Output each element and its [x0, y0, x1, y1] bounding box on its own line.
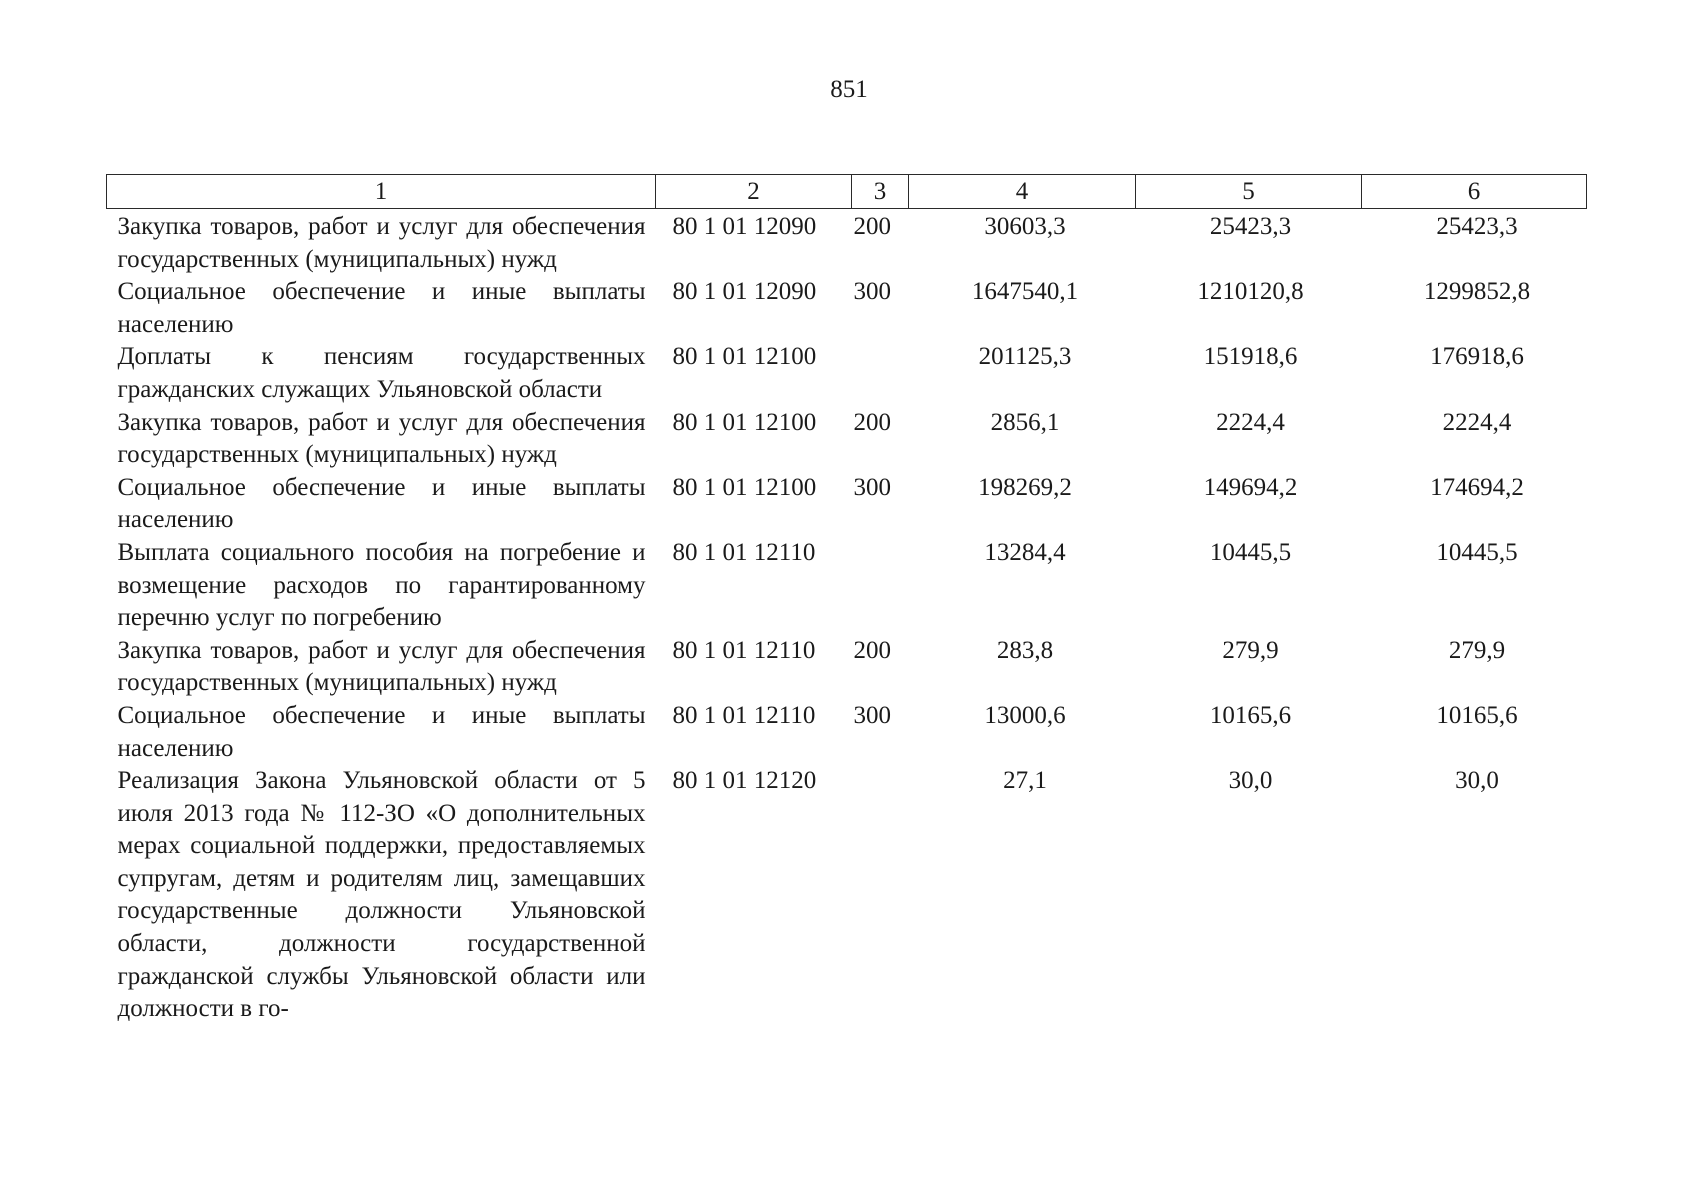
- row-value-4: 13284,4: [984, 538, 1066, 566]
- row-value-5: 10165,6: [1209, 701, 1292, 729]
- row-value-5: 151918,6: [1203, 343, 1298, 371]
- row-value-6: 25423,3: [1436, 213, 1518, 240]
- table-body: [107, 209, 1587, 1026]
- row-value-6: 176918,6: [1430, 343, 1524, 371]
- header-col-5: 5: [1136, 175, 1362, 209]
- table-row: [107, 765, 1587, 1026]
- budget-table: [106, 174, 1587, 1026]
- row-value-6: 279,9: [1448, 636, 1506, 664]
- header-row: [107, 175, 1587, 209]
- row-value-4: 201125,3: [978, 343, 1072, 371]
- row-type: [852, 537, 909, 635]
- row-code: 80 1 01 12090: [672, 278, 817, 306]
- row-type: 300: [853, 278, 891, 306]
- header-col-3: 3: [852, 175, 909, 209]
- table-row: [107, 635, 1587, 700]
- row-code: 80 1 01 12110: [672, 538, 816, 566]
- table-row: [107, 341, 1587, 406]
- row-name: Закупка товаров, работ и услуг для обеспечения государственных (муниципальных) нужд: [117, 636, 646, 697]
- row-code: 80 1 01 12100: [672, 343, 817, 371]
- header-col-4: 4: [909, 175, 1136, 209]
- page-number: 851: [830, 76, 868, 103]
- row-value-5: 279,9: [1222, 636, 1279, 664]
- row-name: Закупка товаров, работ и услуг для обеспечения государственных (муниципальных) нужд: [117, 408, 646, 469]
- row-code: 80 1 01 12090: [672, 213, 817, 240]
- row-value-6: 174694,2: [1430, 473, 1524, 501]
- table-row: [107, 209, 1587, 277]
- row-code: 80 1 01 12120: [672, 767, 817, 795]
- row-name: Социальное обеспечение и иные выплаты населению: [117, 473, 646, 534]
- row-code: 80 1 01 12100: [672, 473, 817, 501]
- table-row: [107, 407, 1587, 472]
- row-name: Социальное обеспечение и иные выплаты населению: [117, 701, 646, 762]
- row-value-4: 2856,1: [990, 408, 1060, 436]
- row-name: Выплата социального пособия на погребение и возмещение расходов по гарантированному перечню услуг по погребению: [117, 538, 646, 632]
- row-type: 300: [853, 701, 891, 729]
- row-name: Доплаты к пенсиям государственных гражданских служащих Ульяновской области: [117, 343, 646, 403]
- table-row: [107, 537, 1587, 635]
- row-value-6: 30,0: [1455, 767, 1499, 795]
- row-value-6: 10165,6: [1436, 701, 1518, 729]
- row-value-4: 198269,2: [978, 473, 1072, 501]
- header-col-2: 2: [656, 175, 852, 209]
- row-code: 80 1 01 12110: [672, 636, 816, 664]
- table-row: [107, 472, 1587, 537]
- row-value-6: 1299852,8: [1423, 278, 1531, 306]
- table-header: [107, 175, 1587, 209]
- row-name: Закупка товаров, работ и услуг для обеспечения государственных (муниципальных) нужд: [117, 213, 646, 273]
- row-value-4: 30603,3: [984, 213, 1066, 240]
- row-value-5: 149694,2: [1203, 473, 1298, 501]
- row-code: 80 1 01 12110: [672, 701, 816, 729]
- row-value-4: 1647540,1: [971, 278, 1079, 306]
- row-value-5: 10445,5: [1209, 538, 1292, 566]
- row-value-5: 30,0: [1228, 767, 1273, 795]
- row-type: 200: [853, 213, 891, 240]
- row-value-5: 25423,3: [1209, 213, 1292, 240]
- row-type: 200: [853, 408, 891, 436]
- row-name: Реализация Закона Ульяновской области от 5 июля 2013 года № 112-ЗО «О дополнительных мерах социальной поддержки, предоставляемых супругам, детям и родителям лиц, замещавших государственные должности Ульяновской области, должности государственной гражданской службы Ульяновской области или должности в го-: [117, 767, 646, 1023]
- header-col-1: 1: [107, 175, 656, 209]
- row-type: [852, 341, 909, 406]
- row-code: 80 1 01 12100: [672, 408, 817, 436]
- row-value-4: 27,1: [1003, 767, 1047, 795]
- row-value-4: 13000,6: [984, 701, 1066, 729]
- table-row: [107, 700, 1587, 765]
- row-value-6: 10445,5: [1436, 538, 1518, 566]
- row-type: 200: [853, 636, 891, 664]
- row-value-5: 1210120,8: [1197, 278, 1304, 306]
- row-value-6: 2224,4: [1442, 408, 1512, 436]
- row-value-4: 283,8: [996, 636, 1054, 664]
- row-value-5: 2224,4: [1216, 408, 1285, 436]
- table-row: [107, 276, 1587, 341]
- row-name: Социальное обеспечение и иные выплаты населению: [117, 278, 646, 338]
- row-type: [852, 765, 909, 1026]
- row-type: 300: [853, 473, 891, 501]
- header-col-6: 6: [1362, 175, 1587, 209]
